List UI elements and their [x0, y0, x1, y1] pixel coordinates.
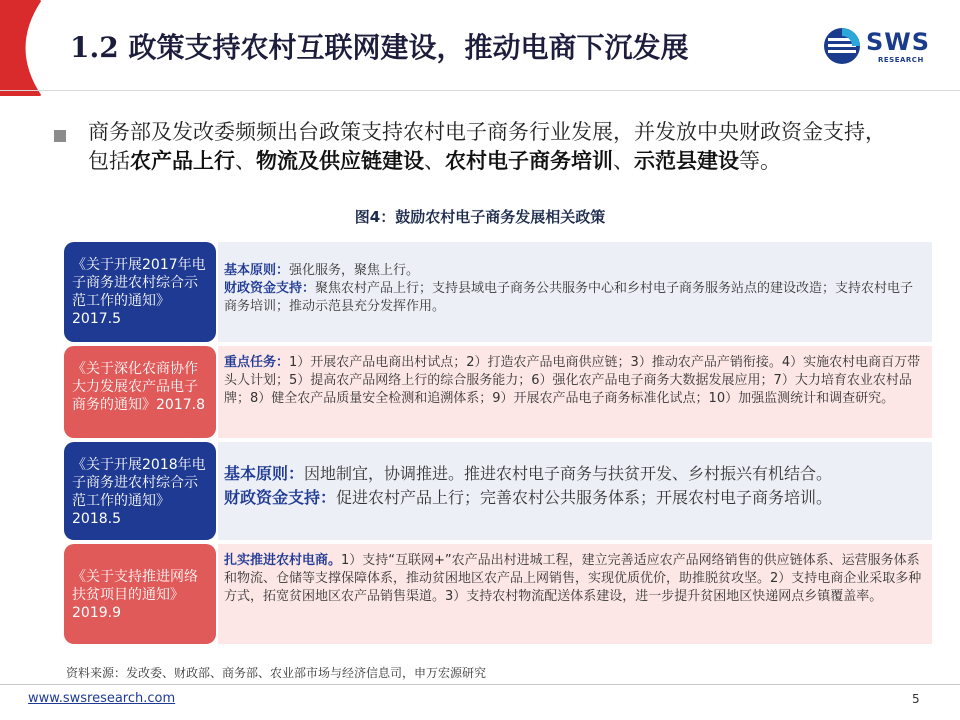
policy-label: 扎实推进农村电商。: [224, 553, 342, 568]
policy-line: [224, 552, 922, 606]
policy-line: [224, 486, 922, 510]
policy-text: 1）开展农产品电商出村试点；2）打造农产品电商供应链；3）推动农产品产销衔接。4）实施农村电商百万带头人计划；5）提高农产品网络上行的综合服务能力；6）强化农产品电子商务大数据发展应用；7）大力培育农业农村品牌；8）健全农产品质量安全检测和追溯体系；9）开展农产品电子商务标准化试点；10）加强监测统计和调查研究。: [224, 355, 921, 406]
policy-tag: 《关于支持推进网络扶贫项目的通知》2019.9: [64, 544, 216, 644]
title-divider: [0, 90, 960, 91]
summary-sep: 、: [613, 149, 634, 173]
policy-line: [224, 280, 922, 316]
policy-tag: 《关于开展2018年电子商务进农村综合示范工作的通知》2018.5: [64, 442, 216, 540]
policy-panel: [218, 242, 932, 342]
summary-keyword: 物流及供应链建设: [256, 149, 424, 173]
title-arc-decoration: [0, 0, 62, 96]
policy-panel: [218, 442, 932, 540]
policy-label: 基本原则：: [224, 464, 305, 483]
policy-line: [224, 262, 922, 280]
summary-text: [88, 118, 890, 176]
policy-text: 强化服务，聚焦上行。: [289, 263, 420, 278]
logo-word: SWS: [866, 28, 931, 56]
summary-keyword: 示范县建设: [634, 149, 739, 173]
policy-text: 聚焦农村产品上行；支持县域电子商务公共服务中心和乡村电子商务服务站点的建设改造；支持农村电子商务培训；推动示范县充分发挥作用。: [224, 281, 914, 314]
policy-tag: 《关于深化农商协作大力发展农产品电子商务的通知》2017.8: [64, 346, 216, 438]
policy-label: 财政资金支持：: [224, 488, 337, 507]
summary-end: 等。: [739, 149, 781, 173]
policy-line: [224, 354, 922, 408]
policy-text: 促进农村产品上行；完善农村公共服务体系；开展农村电子商务培训。: [336, 488, 833, 507]
summary-part: 商务部及发改委频频出台政策支持农村电子商务行业发展，并发放中央财政资金支持，包括: [88, 120, 886, 173]
policy-label: 基本原则：: [224, 263, 290, 278]
policy-panel: [218, 544, 932, 644]
policy-row-2019-9: [64, 544, 932, 644]
sws-logo-icon: [822, 26, 862, 66]
logo-subword: RESEARCH: [878, 56, 924, 64]
policy-label: 重点任务：: [224, 355, 290, 370]
title-bar: [0, 0, 960, 96]
policy-row-2017-5: [64, 242, 932, 342]
policy-tag: 《关于开展2017年电子商务进农村综合示范工作的通知》2017.5: [64, 242, 216, 342]
summary-sep: 、: [235, 149, 256, 173]
policy-panel: [218, 346, 932, 438]
policy-line: [224, 462, 922, 486]
bullet-square-icon: [54, 130, 66, 142]
policy-row-2017-8: [64, 346, 932, 438]
policy-text: 因地制宜，协调推进。推进农村电子商务与扶贫开发、乡村振兴有机结合。: [304, 464, 833, 483]
sws-logo: [822, 26, 942, 72]
page-number: 5: [912, 692, 920, 706]
summary-keyword: 农村电子商务培训: [445, 149, 613, 173]
summary-keyword: 农产品上行: [130, 149, 235, 173]
footer-divider: [0, 684, 960, 685]
summary-sep: 、: [424, 149, 445, 173]
source-note: 资料来源：发改委、财政部、商务部、农业部市场与经济信息司，申万宏源研究: [66, 666, 487, 680]
policy-label: 财政资金支持：: [224, 281, 316, 296]
policy-row-2018-5: [64, 442, 932, 540]
figure-title: 图4：鼓励农村电子商务发展相关政策: [354, 208, 606, 226]
policy-text: 1）支持“互联网+”农产品出村进城工程，建立完善适应农产品网络销售的供应链体系、运营服务体系和物流、仓储等支撑保障体系，推动贫困地区农产品上网销售，实现优质优价，助推脱贫攻坚。2）支持电商企业采取多种方式，拓宽贫困地区农产品销售渠道。3）支持农村物流配送体系建设，进一步提升贫困地区快递网点乡镇覆盖率。: [224, 553, 922, 604]
website-link[interactable]: www.swsresearch.com: [28, 691, 176, 706]
summary-bullet: [50, 118, 890, 176]
page-title: 1.2 政策支持农村互联网建设，推动电商下沉发展: [70, 31, 689, 64]
